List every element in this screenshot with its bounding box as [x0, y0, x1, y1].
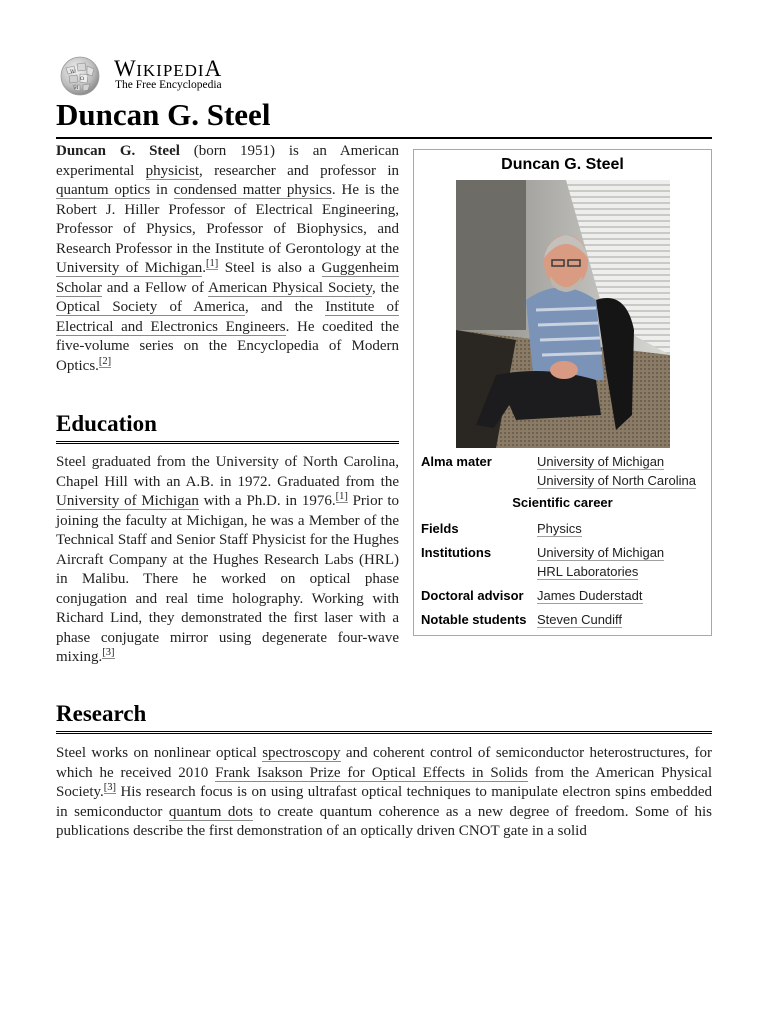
- wiki-link[interactable]: Guggenheim Scholar: [56, 260, 399, 296]
- wiki-link[interactable]: condensed matter physics: [173, 182, 332, 198]
- text-run: , the: [372, 279, 400, 296]
- citation-ref[interactable]: [1]: [206, 258, 219, 269]
- subject-name: Duncan G. Steel: [56, 143, 180, 159]
- infobox-label: Notable students: [421, 612, 527, 627]
- text-run: Steel works on nonlinear optical: [56, 745, 263, 761]
- infobox-title: Duncan G. Steel: [501, 156, 624, 173]
- text-run: and a Fellow of: [101, 279, 209, 296]
- text-run: to create quantum coherence as a new degree of freedom. Some of his publications describe the first demonstration of an optically driven CNOT gate in a solid: [56, 803, 712, 839]
- lead-paragraph: [56, 142, 399, 376]
- page-title: Duncan G. Steel: [56, 95, 712, 139]
- text-run: and coherent control of semiconductor heterostructures, for which he received 2010: [56, 745, 712, 781]
- infobox-label: Fields: [421, 521, 459, 536]
- text-run: His research focus is on using ultrafast optical techniques to manipulate electron spins embedded in semiconductor: [56, 784, 712, 820]
- infobox-values: [537, 610, 707, 629]
- wiki-link[interactable]: Frank Isakson Prize for Optical Effects in Solids: [215, 764, 528, 781]
- citation-ref[interactable]: [1]: [335, 491, 348, 502]
- infobox-label: Doctoral advisor: [421, 588, 524, 603]
- education-paragraph: [56, 453, 399, 668]
- infobox-value-link[interactable]: University of Michigan: [537, 454, 665, 469]
- text-run: in: [150, 182, 174, 198]
- wiki-link[interactable]: quantum optics: [56, 182, 151, 198]
- infobox-values: [537, 586, 707, 605]
- text-run: . He is the Robert J. Hiller Professor of Electrical Engineering, Professor of Physics, Professor of Biophysics, and Research Professor in the Institute of Gerontology at the: [56, 182, 400, 257]
- wiki-link[interactable]: American Physical Society: [208, 279, 372, 296]
- text-run: Prior to joining the faculty at Michigan, he was a Member of the Technical Staff and Senior Staff Physicist for the Hughes Aircraft Company at the Hughes Research Labs (HRL) in Malibu. There he worked on optical phase conjugation and real time holography. Working with Richard Lind, they demonstrated the first laser with a phase conjugate mirror using degenerate four-wave mixing.: [56, 493, 400, 665]
- wiki-link[interactable]: University of Michigan: [56, 260, 203, 276]
- infobox: [413, 149, 712, 636]
- infobox-label: Alma mater: [421, 454, 492, 469]
- infobox-value-link[interactable]: Physics: [537, 521, 582, 536]
- text-run: .: [202, 260, 207, 276]
- infobox-values: [537, 543, 707, 581]
- site-tagline: The Free Encyclopedia: [115, 79, 222, 91]
- text-run: , researcher and professor in: [199, 162, 399, 179]
- citation-ref[interactable]: [3]: [103, 782, 117, 793]
- wiki-link[interactable]: University of Michigan: [56, 493, 199, 509]
- text-run: Steel is also a: [218, 260, 322, 276]
- text-run: . He coedited the five-volume series on the Encyclopedia of Modern Optics.: [56, 318, 399, 374]
- portrait-photo[interactable]: [456, 180, 670, 448]
- infobox-section-header: Scientific career: [512, 495, 613, 510]
- wikipedia-globe-icon: [56, 54, 104, 96]
- infobox-value-link[interactable]: University of Michigan: [537, 545, 665, 560]
- site-brand[interactable]: [56, 54, 316, 96]
- site-wordmark: WIKIPEDIA: [114, 56, 222, 81]
- wiki-link[interactable]: spectroscopy: [262, 745, 341, 761]
- text-run: (born 1951) is an American experimental: [56, 143, 399, 179]
- svg-text:W: W: [70, 69, 76, 75]
- wiki-link[interactable]: physicist: [145, 162, 200, 179]
- infobox-values: [537, 519, 707, 538]
- section-heading-education: Education: [56, 410, 399, 444]
- svg-text:И: И: [74, 85, 79, 91]
- infobox-value-link[interactable]: James Duderstadt: [537, 588, 643, 603]
- infobox-value-link[interactable]: University of North Carolina: [537, 473, 696, 488]
- citation-ref[interactable]: [2]: [98, 355, 112, 367]
- wiki-link[interactable]: Optical Society of America: [56, 299, 245, 315]
- svg-text:Ω: Ω: [80, 76, 85, 82]
- section-heading-research: Research: [56, 700, 712, 734]
- research-paragraph: [56, 744, 712, 842]
- citation-ref[interactable]: [3]: [102, 647, 115, 658]
- wiki-link[interactable]: Institute of Electrical and Electronics Engineers: [56, 299, 400, 335]
- infobox-value-link[interactable]: Steven Cundiff: [537, 612, 623, 627]
- wiki-link[interactable]: quantum dots: [168, 803, 253, 820]
- infobox-label: Institutions: [421, 545, 492, 560]
- infobox-value-link[interactable]: HRL Laboratories: [537, 564, 639, 579]
- text-run: from the American Physical Society.: [56, 764, 712, 800]
- text-run: with a Ph.D. in 1976.: [198, 493, 336, 509]
- text-run: Steel graduated from the University of North Carolina, Chapel Hill with an A.B. in 1972. Graduated from the: [56, 454, 399, 490]
- text-run: , and the: [244, 299, 326, 315]
- infobox-values: [537, 452, 707, 490]
